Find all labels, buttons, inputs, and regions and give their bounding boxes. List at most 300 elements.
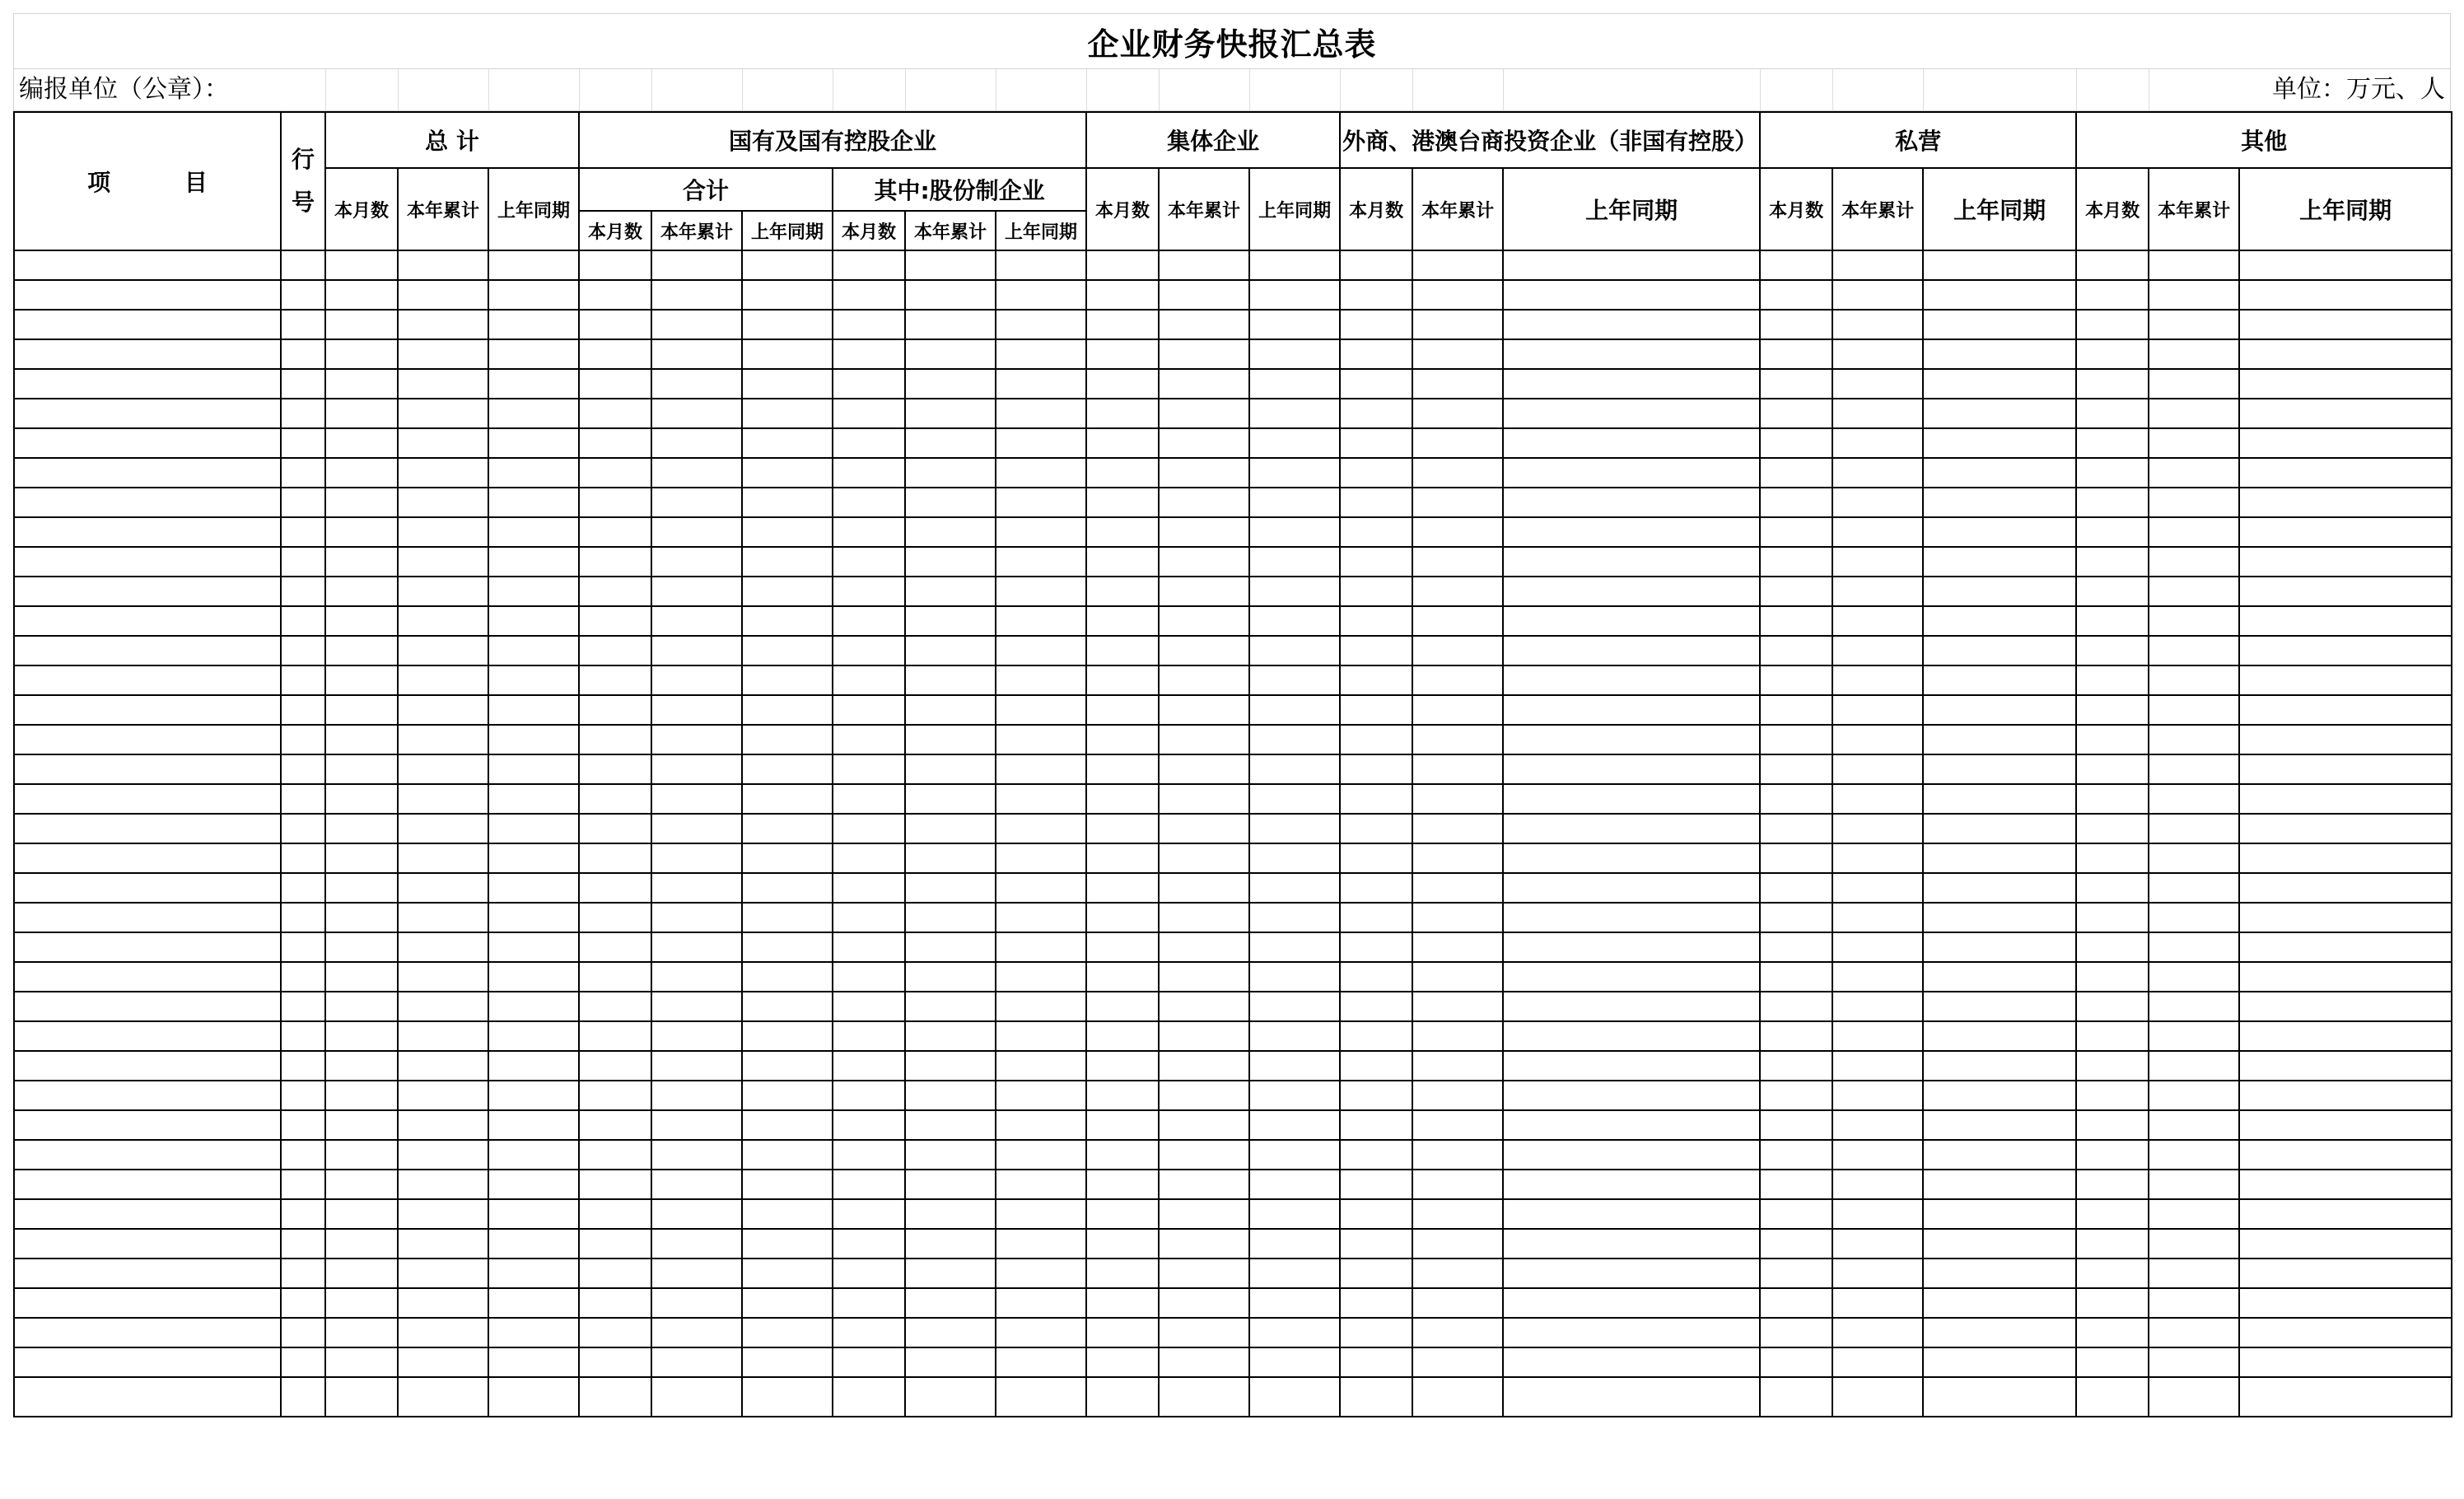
table-cell[interactable] [1412,1229,1503,1259]
table-cell[interactable] [996,932,1086,962]
table-cell[interactable] [1923,695,2076,725]
table-cell[interactable] [2149,873,2239,903]
table-cell[interactable] [1760,606,1832,636]
table-cell[interactable] [488,310,579,339]
table-cell[interactable] [398,458,488,488]
table-cell[interactable] [488,1081,579,1110]
table-cell[interactable] [1249,606,1340,636]
table-cell[interactable] [905,932,996,962]
table-cell[interactable] [996,1110,1086,1140]
table-cell[interactable] [2076,517,2149,547]
table-cell[interactable] [1159,754,1249,784]
table-cell[interactable] [2076,695,2149,725]
table-cell[interactable] [281,725,325,754]
table-cell[interactable] [281,547,325,577]
table-cell[interactable] [1503,932,1760,962]
table-cell[interactable] [1760,1081,1832,1110]
table-cell[interactable] [833,992,905,1021]
table-cell[interactable] [1760,695,1832,725]
table-cell[interactable] [398,695,488,725]
table-cell[interactable] [905,1347,996,1377]
table-cell[interactable] [996,665,1086,695]
table-cell[interactable] [905,577,996,606]
table-cell[interactable] [1412,636,1503,665]
table-cell[interactable] [2076,1318,2149,1347]
table-cell[interactable] [2149,1288,2239,1318]
table-cell[interactable] [398,339,488,369]
table-cell[interactable] [742,784,833,814]
table-cell[interactable] [1249,458,1340,488]
table-cell[interactable] [1412,1051,1503,1081]
table-cell[interactable] [1923,1229,2076,1259]
table-cell[interactable] [579,1288,651,1318]
table-cell[interactable] [579,369,651,399]
table-cell[interactable] [14,1081,281,1110]
table-cell[interactable] [1503,992,1760,1021]
table-cell[interactable] [1159,1110,1249,1140]
table-cell[interactable] [488,1140,579,1170]
table-cell[interactable] [1086,458,1159,488]
table-cell[interactable] [1340,1259,1412,1288]
table-cell[interactable] [1249,1199,1340,1229]
table-cell[interactable] [996,814,1086,843]
table-cell[interactable] [1086,1051,1159,1081]
table-cell[interactable] [579,1140,651,1170]
table-cell[interactable] [996,962,1086,992]
table-cell[interactable] [742,547,833,577]
table-cell[interactable] [2076,725,2149,754]
table-cell[interactable] [1159,428,1249,458]
table-cell[interactable] [996,577,1086,606]
table-cell[interactable] [651,517,742,547]
table-cell[interactable] [1832,488,1923,517]
table-cell[interactable] [905,1081,996,1110]
table-cell[interactable] [1923,428,2076,458]
table-cell[interactable] [1832,1170,1923,1199]
table-cell[interactable] [14,665,281,695]
table-cell[interactable] [281,1140,325,1170]
table-cell[interactable] [1086,250,1159,280]
table-cell[interactable] [2149,1021,2239,1051]
table-cell[interactable] [281,1259,325,1288]
table-cell[interactable] [281,932,325,962]
table-cell[interactable] [1340,903,1412,932]
table-cell[interactable] [398,1081,488,1110]
table-cell[interactable] [651,1199,742,1229]
table-cell[interactable] [1503,962,1760,992]
table-cell[interactable] [1249,814,1340,843]
table-cell[interactable] [488,1318,579,1347]
table-cell[interactable] [1340,695,1412,725]
table-cell[interactable] [651,1229,742,1259]
table-cell[interactable] [1412,903,1503,932]
table-cell[interactable] [905,1259,996,1288]
table-cell[interactable] [488,754,579,784]
table-cell[interactable] [1503,250,1760,280]
table-cell[interactable] [1340,665,1412,695]
table-cell[interactable] [1832,369,1923,399]
table-cell[interactable] [905,1318,996,1347]
table-cell[interactable] [1249,992,1340,1021]
table-cell[interactable] [1760,962,1832,992]
table-cell[interactable] [1249,577,1340,606]
table-cell[interactable] [1249,280,1340,310]
table-cell[interactable] [1249,1021,1340,1051]
table-cell[interactable] [2239,903,2452,932]
table-cell[interactable] [1923,1199,2076,1229]
table-cell[interactable] [1159,962,1249,992]
table-cell[interactable] [905,1288,996,1318]
table-cell[interactable] [488,428,579,458]
table-cell[interactable] [1340,1140,1412,1170]
table-cell[interactable] [579,577,651,606]
table-cell[interactable] [325,310,398,339]
table-cell[interactable] [2149,458,2239,488]
table-cell[interactable] [1412,1259,1503,1288]
table-cell[interactable] [14,636,281,665]
table-cell[interactable] [651,1259,742,1288]
table-cell[interactable] [833,1259,905,1288]
table-cell[interactable] [996,399,1086,428]
table-cell[interactable] [833,1110,905,1140]
table-cell[interactable] [488,725,579,754]
table-cell[interactable] [833,814,905,843]
table-cell[interactable] [742,250,833,280]
table-cell[interactable] [742,1229,833,1259]
table-cell[interactable] [2239,1021,2452,1051]
table-cell[interactable] [2239,1110,2452,1140]
table-cell[interactable] [1412,962,1503,992]
table-cell[interactable] [1760,1288,1832,1318]
table-cell[interactable] [398,754,488,784]
table-cell[interactable] [2239,1140,2452,1170]
table-cell[interactable] [1412,369,1503,399]
table-cell[interactable] [1412,547,1503,577]
table-cell[interactable] [1503,1288,1760,1318]
table-cell[interactable] [996,784,1086,814]
table-cell[interactable] [1249,636,1340,665]
table-cell[interactable] [2239,517,2452,547]
table-cell[interactable] [996,250,1086,280]
table-cell[interactable] [2239,1377,2452,1417]
table-cell[interactable] [2239,843,2452,873]
table-cell[interactable] [833,1318,905,1347]
table-cell[interactable] [579,1170,651,1199]
table-cell[interactable] [325,517,398,547]
table-cell[interactable] [1503,1021,1760,1051]
table-cell[interactable] [742,1051,833,1081]
table-cell[interactable] [281,962,325,992]
table-cell[interactable] [1086,1110,1159,1140]
table-cell[interactable] [1832,577,1923,606]
table-cell[interactable] [281,1199,325,1229]
table-cell[interactable] [14,725,281,754]
table-cell[interactable] [281,1229,325,1259]
table-cell[interactable] [905,1110,996,1140]
table-cell[interactable] [2149,814,2239,843]
table-cell[interactable] [742,636,833,665]
table-cell[interactable] [14,399,281,428]
table-cell[interactable] [2076,992,2149,1021]
table-cell[interactable] [1832,547,1923,577]
table-cell[interactable] [579,488,651,517]
table-cell[interactable] [488,932,579,962]
table-cell[interactable] [1760,873,1832,903]
table-cell[interactable] [1412,458,1503,488]
table-cell[interactable] [1412,843,1503,873]
table-cell[interactable] [1249,1140,1340,1170]
table-cell[interactable] [1760,636,1832,665]
table-cell[interactable] [281,903,325,932]
table-cell[interactable] [833,1021,905,1051]
table-cell[interactable] [996,636,1086,665]
table-cell[interactable] [1086,547,1159,577]
table-cell[interactable] [2239,754,2452,784]
table-cell[interactable] [651,636,742,665]
table-cell[interactable] [1832,458,1923,488]
table-cell[interactable] [1923,725,2076,754]
table-cell[interactable] [1159,695,1249,725]
table-cell[interactable] [1503,1140,1760,1170]
table-cell[interactable] [488,903,579,932]
table-cell[interactable] [996,310,1086,339]
table-cell[interactable] [2076,280,2149,310]
table-cell[interactable] [1503,488,1760,517]
table-cell[interactable] [2076,1140,2149,1170]
table-cell[interactable] [1249,1377,1340,1417]
table-cell[interactable] [1760,547,1832,577]
table-cell[interactable] [579,1259,651,1288]
table-cell[interactable] [833,339,905,369]
table-cell[interactable] [1086,814,1159,843]
table-cell[interactable] [579,1051,651,1081]
table-cell[interactable] [2076,1051,2149,1081]
table-cell[interactable] [1760,1229,1832,1259]
table-cell[interactable] [1923,665,2076,695]
table-cell[interactable] [651,458,742,488]
table-cell[interactable] [905,784,996,814]
table-cell[interactable] [488,784,579,814]
table-cell[interactable] [579,754,651,784]
table-cell[interactable] [2149,517,2239,547]
table-cell[interactable] [905,488,996,517]
table-cell[interactable] [996,1021,1086,1051]
table-cell[interactable] [2076,488,2149,517]
table-cell[interactable] [1760,665,1832,695]
table-cell[interactable] [651,428,742,458]
table-cell[interactable] [833,695,905,725]
table-cell[interactable] [2076,458,2149,488]
table-cell[interactable] [488,1199,579,1229]
table-cell[interactable] [833,1140,905,1170]
table-cell[interactable] [398,814,488,843]
table-cell[interactable] [1412,1199,1503,1229]
table-cell[interactable] [905,428,996,458]
table-cell[interactable] [2076,754,2149,784]
table-cell[interactable] [742,1318,833,1347]
table-cell[interactable] [325,962,398,992]
table-cell[interactable] [1832,1318,1923,1347]
table-cell[interactable] [1760,577,1832,606]
table-cell[interactable] [281,873,325,903]
table-cell[interactable] [1249,932,1340,962]
table-cell[interactable] [2239,280,2452,310]
table-cell[interactable] [905,665,996,695]
table-cell[interactable] [325,754,398,784]
table-cell[interactable] [14,1288,281,1318]
table-cell[interactable] [996,1377,1086,1417]
table-cell[interactable] [398,488,488,517]
table-cell[interactable] [14,250,281,280]
table-cell[interactable] [579,1318,651,1347]
table-cell[interactable] [651,992,742,1021]
table-cell[interactable] [281,1288,325,1318]
table-cell[interactable] [1340,280,1412,310]
table-cell[interactable] [905,280,996,310]
table-cell[interactable] [1923,932,2076,962]
table-cell[interactable] [2239,814,2452,843]
table-cell[interactable] [742,1170,833,1199]
table-cell[interactable] [833,843,905,873]
table-cell[interactable] [281,814,325,843]
table-cell[interactable] [1340,310,1412,339]
table-cell[interactable] [905,250,996,280]
table-cell[interactable] [325,1259,398,1288]
table-cell[interactable] [1412,814,1503,843]
table-cell[interactable] [1159,280,1249,310]
table-cell[interactable] [579,903,651,932]
table-cell[interactable] [996,1170,1086,1199]
table-cell[interactable] [398,1229,488,1259]
table-cell[interactable] [905,754,996,784]
table-cell[interactable] [833,458,905,488]
table-cell[interactable] [488,280,579,310]
table-cell[interactable] [1086,962,1159,992]
table-cell[interactable] [579,784,651,814]
table-cell[interactable] [1832,399,1923,428]
table-cell[interactable] [325,903,398,932]
table-cell[interactable] [833,399,905,428]
table-cell[interactable] [1923,1377,2076,1417]
table-cell[interactable] [579,458,651,488]
table-cell[interactable] [1760,1170,1832,1199]
table-cell[interactable] [1249,665,1340,695]
table-cell[interactable] [2149,1377,2239,1417]
table-cell[interactable] [1760,488,1832,517]
table-cell[interactable] [651,665,742,695]
table-cell[interactable] [1503,369,1760,399]
table-cell[interactable] [14,814,281,843]
table-cell[interactable] [1923,814,2076,843]
table-cell[interactable] [2149,1081,2239,1110]
table-cell[interactable] [742,369,833,399]
table-cell[interactable] [1159,517,1249,547]
table-cell[interactable] [1760,280,1832,310]
table-cell[interactable] [1760,1199,1832,1229]
table-cell[interactable] [2076,1021,2149,1051]
table-cell[interactable] [1832,665,1923,695]
table-cell[interactable] [14,1259,281,1288]
table-cell[interactable] [325,1081,398,1110]
table-cell[interactable] [325,250,398,280]
table-cell[interactable] [1412,1288,1503,1318]
table-cell[interactable] [1086,784,1159,814]
table-cell[interactable] [2239,369,2452,399]
table-cell[interactable] [2149,1259,2239,1288]
table-cell[interactable] [2149,636,2239,665]
table-cell[interactable] [1503,1377,1760,1417]
table-cell[interactable] [579,1229,651,1259]
table-cell[interactable] [833,577,905,606]
table-cell[interactable] [905,1229,996,1259]
table-cell[interactable] [1923,339,2076,369]
table-cell[interactable] [1923,1259,2076,1288]
table-cell[interactable] [1760,992,1832,1021]
table-cell[interactable] [1086,1318,1159,1347]
table-cell[interactable] [2239,665,2452,695]
table-cell[interactable] [1340,843,1412,873]
table-cell[interactable] [325,932,398,962]
table-cell[interactable] [996,725,1086,754]
table-cell[interactable] [398,428,488,458]
table-cell[interactable] [281,606,325,636]
table-cell[interactable] [2149,428,2239,458]
table-cell[interactable] [833,665,905,695]
table-cell[interactable] [1086,339,1159,369]
table-cell[interactable] [1760,784,1832,814]
table-cell[interactable] [1249,1347,1340,1377]
table-cell[interactable] [2149,310,2239,339]
table-cell[interactable] [281,992,325,1021]
table-cell[interactable] [742,280,833,310]
table-cell[interactable] [398,1170,488,1199]
table-cell[interactable] [651,1051,742,1081]
table-cell[interactable] [1412,428,1503,458]
table-cell[interactable] [1923,280,2076,310]
table-cell[interactable] [996,695,1086,725]
table-cell[interactable] [1159,1170,1249,1199]
table-cell[interactable] [1340,458,1412,488]
table-cell[interactable] [905,1021,996,1051]
table-cell[interactable] [14,428,281,458]
table-cell[interactable] [1503,843,1760,873]
table-cell[interactable] [281,458,325,488]
table-cell[interactable] [2076,577,2149,606]
table-cell[interactable] [2076,873,2149,903]
table-cell[interactable] [281,1318,325,1347]
table-cell[interactable] [651,399,742,428]
table-cell[interactable] [1412,725,1503,754]
table-cell[interactable] [996,280,1086,310]
table-cell[interactable] [325,992,398,1021]
table-cell[interactable] [1760,1347,1832,1377]
table-cell[interactable] [1923,962,2076,992]
table-cell[interactable] [1159,250,1249,280]
table-cell[interactable] [1832,1081,1923,1110]
table-cell[interactable] [1832,843,1923,873]
table-cell[interactable] [14,695,281,725]
table-cell[interactable] [996,1140,1086,1170]
table-cell[interactable] [281,399,325,428]
table-cell[interactable] [742,1259,833,1288]
table-cell[interactable] [1086,1229,1159,1259]
table-cell[interactable] [2149,932,2239,962]
table-cell[interactable] [1340,547,1412,577]
table-cell[interactable] [1923,754,2076,784]
table-cell[interactable] [905,814,996,843]
table-cell[interactable] [398,1288,488,1318]
table-cell[interactable] [2239,310,2452,339]
